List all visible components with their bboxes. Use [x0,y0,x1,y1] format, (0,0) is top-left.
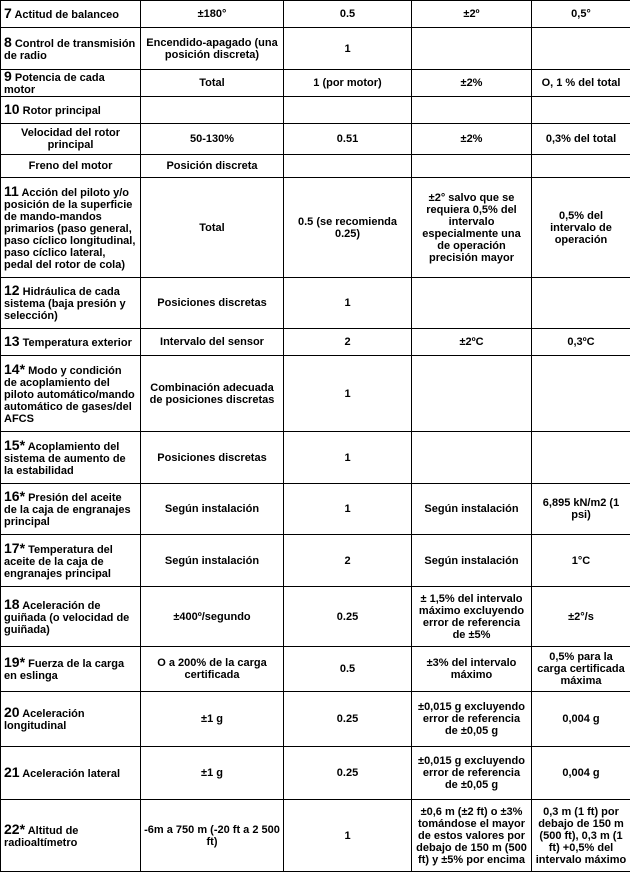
table-row [1,278,630,329]
resolution-cell [532,356,630,432]
accuracy-cell: ±2ºC [412,329,532,356]
accuracy-cell [412,432,532,484]
range-cell: ±1 g [141,692,284,747]
parameter-label: Presión del aceite de la caja de engranajes principal [4,492,131,528]
parameter-number: 20 [4,704,20,720]
sampling-cell: 0.5 [284,1,412,28]
resolution-cell: ±2°/s [532,587,630,647]
parameter-label: Aceleración longitudinal [4,708,85,732]
parameter-number: 13 [4,333,20,349]
parameter-number: 7 [4,5,12,21]
resolution-cell: 1°C [532,535,630,587]
range-cell: ±1 g [141,747,284,800]
parameter-label: Control de transmisión de radio [4,38,135,62]
table-row [1,484,630,535]
parameter-cell [1,1,141,28]
parameter-number: 18 [4,596,20,612]
sampling-cell: 0.5 (se recomienda 0.25) [284,178,412,278]
sampling-cell: 0.5 [284,647,412,692]
table-row [1,155,630,178]
range-cell: Posición discreta [141,155,284,178]
parameter-cell [1,692,141,747]
parameter-cell [1,747,141,800]
accuracy-cell: ±2% [412,124,532,155]
accuracy-cell: Según instalación [412,484,532,535]
parameter-label: Potencia de cada motor [4,72,105,96]
parameter-number: 21 [4,764,20,780]
parameter-cell [1,587,141,647]
table-row [1,356,630,432]
parameter-cell [1,535,141,587]
range-cell: ±400º/segundo [141,587,284,647]
table-body [1,1,630,872]
resolution-cell [532,432,630,484]
parameter-cell [1,484,141,535]
sampling-cell: 1 (por motor) [284,70,412,97]
parameter-label: Temperatura del aceite de la caja de engranajes principal [4,544,113,580]
accuracy-cell [412,155,532,178]
parameter-label: Modo y condición de acoplamiento del piloto automático/mando automático de gases/del AFCS [4,365,135,425]
resolution-cell: 0,5% del intervalo de operación [532,178,630,278]
range-cell: Total [141,70,284,97]
parameter-label: Acción del piloto y/o posición de la superficie de mando-mandos primarios (paso general, paso cíclico longitudinal, paso cíclico lateral, pedal del rotor de cola) [4,187,135,271]
range-cell: ±180° [141,1,284,28]
resolution-cell [532,155,630,178]
parameter-cell [1,28,141,70]
sampling-cell: 0.51 [284,124,412,155]
range-cell: O a 200% de la carga certificada [141,647,284,692]
sampling-cell: 1 [284,484,412,535]
resolution-cell: 0,004 g [532,692,630,747]
sampling-cell: 0.25 [284,747,412,800]
parameter-cell [1,356,141,432]
table-row [1,800,630,872]
range-cell [141,97,284,124]
parameter-label: Aceleración lateral [22,768,120,780]
table-row [1,587,630,647]
resolution-cell: 0,004 g [532,747,630,800]
table-row [1,178,630,278]
sampling-cell: 1 [284,28,412,70]
accuracy-cell: ±2º [412,1,532,28]
table-row [1,647,630,692]
table-row [1,535,630,587]
range-cell: Según instalación [141,484,284,535]
parameter-number: 19* [4,654,25,670]
parameter-label: Velocidad del rotor principal [21,127,120,151]
sampling-cell: 1 [284,432,412,484]
sampling-cell: 0.25 [284,692,412,747]
sampling-cell: 2 [284,329,412,356]
sampling-cell: 1 [284,278,412,329]
range-cell: Posiciones discretas [141,278,284,329]
parameter-number: 11 [4,183,19,199]
parameter-number: 15* [4,437,25,453]
parameter-number: 17* [4,540,25,556]
parameter-label: Acoplamiento del sistema de aumento de la estabilidad [4,441,126,477]
accuracy-cell: ±0,015 g excluyendo error de referencia de ±0,05 g [412,747,532,800]
resolution-cell: 0,5° [532,1,630,28]
accuracy-cell [412,278,532,329]
parameter-cell [1,97,141,124]
range-cell: -6m a 750 m (-20 ft a 2 500 ft) [141,800,284,872]
sampling-cell: 0.25 [284,587,412,647]
accuracy-cell [412,28,532,70]
parameter-number: 10 [4,101,20,117]
parameter-label: Rotor principal [23,105,101,117]
range-cell: Total [141,178,284,278]
range-cell: Según instalación [141,535,284,587]
sampling-cell: 2 [284,535,412,587]
parameter-cell [1,329,141,356]
table-row [1,70,630,97]
sampling-cell: 1 [284,356,412,432]
parameter-number: 9 [4,70,12,85]
parameter-cell [1,800,141,872]
parameter-label: Fuerza de la carga en eslinga [4,658,124,682]
resolution-cell: 0,3% del total [532,124,630,155]
parameter-cell [1,278,141,329]
resolution-cell: 0,3ºC [532,329,630,356]
range-cell: Encendido-apagado (una posición discreta) [141,28,284,70]
parameter-cell [1,178,141,278]
parameter-label: Temperatura exterior [23,337,132,349]
parameter-cell [1,647,141,692]
accuracy-cell: ± 1,5% del intervalo máximo excluyendo error de referencia de ±5% [412,587,532,647]
table-row [1,124,630,155]
resolution-cell [532,97,630,124]
table-row [1,1,630,28]
accuracy-cell: ±3% del intervalo máximo [412,647,532,692]
parameter-cell [1,155,141,178]
table-row [1,97,630,124]
table-row [1,28,630,70]
range-cell: Posiciones discretas [141,432,284,484]
parameter-label: Altitud de radioaltímetro [4,825,78,849]
resolution-cell: O, 1 % del total [532,70,630,97]
sampling-cell [284,97,412,124]
parameter-number: 22* [4,821,25,837]
sampling-cell [284,155,412,178]
parameter-number: 12 [4,282,20,298]
resolution-cell: 6,895 kN/m2 (1 psi) [532,484,630,535]
accuracy-cell: ±2° salvo que se requiera 0,5% del intervalo especialmente una de operación precisión mayor [412,178,532,278]
parameter-label: Actitud de balanceo [14,9,119,21]
accuracy-cell: ±0,015 g excluyendo error de referencia de ±0,05 g [412,692,532,747]
table-row [1,432,630,484]
parameter-label: Freno del motor [29,160,113,172]
parameter-cell [1,70,141,97]
accuracy-cell: ±2% [412,70,532,97]
range-cell: Combinación adecuada de posiciones discretas [141,356,284,432]
table-row [1,692,630,747]
resolution-cell: 0,3 m (1 ft) por debajo de 150 m (500 ft), 0,3 m (1 ft) +0,5% del intervalo máximo [532,800,630,872]
accuracy-cell [412,356,532,432]
accuracy-cell: Según instalación [412,535,532,587]
resolution-cell [532,278,630,329]
range-cell: 50-130% [141,124,284,155]
parameter-cell [1,124,141,155]
sampling-cell: 1 [284,800,412,872]
accuracy-cell: ±0,6 m (±2 ft) o ±3% tomándose el mayor de estos valores por debajo de 150 m (500 ft) y ±5% por encima [412,800,532,872]
table-row [1,329,630,356]
resolution-cell: 0,5% para la carga certificada máxima [532,647,630,692]
table-row [1,747,630,800]
resolution-cell [532,28,630,70]
parameter-number: 8 [4,34,12,50]
accuracy-cell [412,97,532,124]
parameter-label: Hidráulica de cada sistema (baja presión y selección) [4,286,126,322]
parameter-number: 14* [4,361,25,377]
parameter-number: 16* [4,488,25,504]
parameter-label: Aceleración de guiñada (o velocidad de guiñada) [4,600,129,636]
parameter-cell [1,432,141,484]
range-cell: Intervalo del sensor [141,329,284,356]
